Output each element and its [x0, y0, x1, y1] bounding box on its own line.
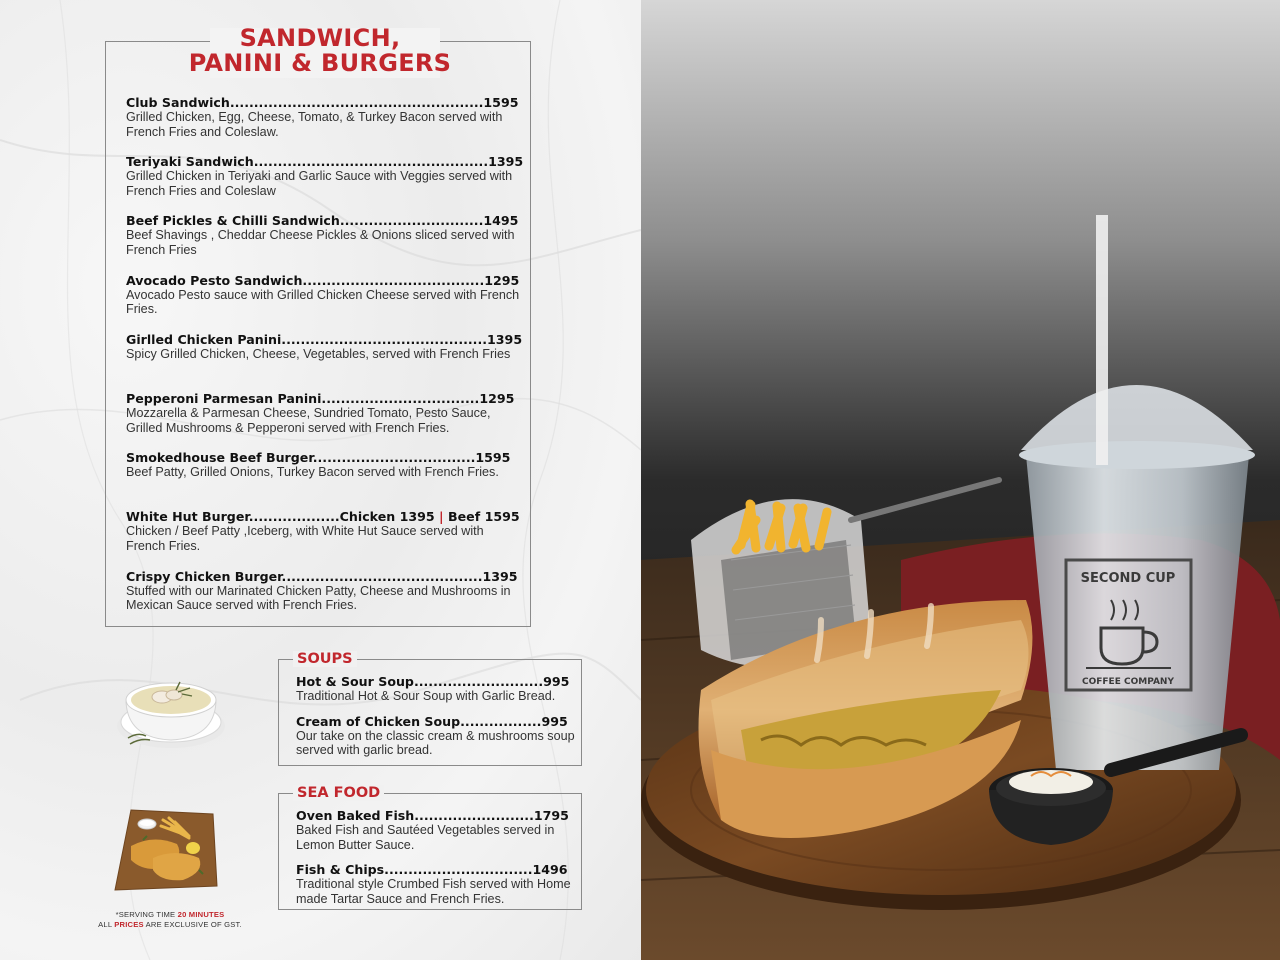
- footnote-text: *SERVING TIME: [115, 910, 178, 919]
- item-name: Cream of Chicken Soup.................995: [296, 713, 568, 729]
- footnote: [90, 910, 250, 930]
- item-name: Fish & Chips...............................1496: [296, 862, 568, 878]
- menu-item-hot-sour-soup: [296, 674, 581, 704]
- item-description: Chicken / Beef Patty ,Iceberg, with White Hut Sauce served with French Fries.: [126, 524, 484, 554]
- menu-item-grilled-chicken-panini: [126, 332, 526, 391]
- section-title: [150, 26, 490, 76]
- item-description: Traditional style Crumbed Fish served with Home made Tartar Sauce and French Fries.: [296, 877, 571, 907]
- item-name: Club Sandwich.....................................................1595: [126, 95, 519, 110]
- sandwich-item-list: [126, 95, 526, 628]
- item-name: Avocado Pesto Sandwich......................................1295: [126, 272, 520, 288]
- item-description: Stuffed with our Marinated Chicken Patty, Cheese and Mushrooms in Mexican Sauce served with French Fries.: [126, 583, 511, 613]
- white-hut-prefix: White Hut Burger...................Chicken 1395: [126, 509, 440, 525]
- item-description: Mozzarella & Parmesan Cheese, Sundried Tomato, Pesto Sauce, Grilled Mushrooms & Pepperoni served with French Fries.: [126, 405, 491, 435]
- footnote-text: ARE EXCLUSIVE OF GST.: [143, 920, 242, 929]
- cup-brand-bottom: COFFEE COMPANY: [1082, 677, 1174, 687]
- menu-item-fish-chips: [296, 862, 581, 906]
- food-photo: [641, 0, 1280, 960]
- item-description: Grilled Chicken, Egg, Cheese, Tomato, & Turkey Bacon served with French Fries and Coleslaw.: [126, 110, 503, 139]
- menu-item-cream-chicken-soup: [296, 714, 581, 758]
- price-separator: |: [439, 509, 444, 525]
- menu-item-smokedhouse-burger: [126, 450, 526, 509]
- item-description: Grilled Chicken in Teriyaki and Garlic Sauce with Veggies served with French Fries and Coleslaw: [126, 169, 513, 198]
- menu-item-white-hut-burger: [126, 509, 526, 568]
- item-description: Beef Patty, Grilled Onions, Turkey Bacon served with French Fries.: [126, 465, 499, 480]
- item-description: Avocado Pesto sauce with Grilled Chicken Cheese served with French Fries.: [126, 287, 520, 317]
- item-name: Hot & Sour Soup...........................995: [296, 674, 570, 689]
- item-name: Teriyaki Sandwich.................................................1395: [126, 154, 524, 170]
- item-name: Oven Baked Fish.........................1795: [296, 808, 569, 823]
- item-description: Our take on the classic cream & mushrooms soup served with garlic bread.: [296, 728, 575, 758]
- fish-and-chips-image: [113, 800, 221, 892]
- menu-item-beef-pickles-sandwich: [126, 213, 526, 272]
- item-description: Traditional Hot & Sour Soup with Garlic Bread.: [296, 689, 556, 703]
- footnote-text: ALL: [98, 920, 115, 929]
- item-description: Beef Shavings , Cheddar Cheese Pickles & Onions sliced served with French Fries: [126, 228, 515, 258]
- menu-item-club-sandwich: [126, 95, 526, 154]
- menu-item-oven-baked-fish: [296, 808, 581, 852]
- soups-title: SOUPS: [293, 651, 357, 667]
- seafood-item-list: [296, 808, 581, 917]
- footnote-highlight: 20 MINUTES: [177, 910, 225, 919]
- item-name: Pepperoni Parmesan Panini.................................1295: [126, 390, 515, 406]
- item-description: Baked Fish and Sautéed Vegetables served in Lemon Butter Sauce.: [296, 823, 555, 852]
- food-photo-illustration: [641, 0, 1280, 960]
- footnote-highlight: PRICES: [114, 920, 144, 929]
- item-name: Smokedhouse Beef Burger..................................1595: [126, 450, 511, 466]
- section-title-line2: PANINI & BURGERS: [188, 49, 452, 77]
- menu-item-pepperoni-panini: [126, 391, 526, 450]
- soup-bowl-image: [108, 660, 233, 755]
- menu-item-crispy-chicken-burger: [126, 569, 526, 628]
- menu-item-avocado-pesto-sandwich: [126, 273, 526, 332]
- footnote-line2: [90, 920, 250, 930]
- item-name: Girlled Chicken Panini...........................................1395: [126, 331, 523, 347]
- item-name: Beef Pickles & Chilli Sandwich..............................1495: [126, 213, 519, 229]
- footnote-line1: [90, 910, 250, 920]
- cup-brand-top: SECOND CUP: [1080, 571, 1176, 586]
- section-title-line1: SANDWICH,: [239, 24, 401, 52]
- item-name: Crispy Chicken Burger..........................................1395: [126, 568, 518, 584]
- white-hut-suffix: Beef 1595: [443, 509, 520, 525]
- item-description: Spicy Grilled Chicken, Cheese, Vegetables, served with French Fries: [126, 346, 511, 361]
- item-name: [126, 509, 526, 524]
- soups-item-list: [296, 674, 581, 768]
- menu-item-teriyaki-sandwich: [126, 154, 526, 213]
- seafood-title: SEA FOOD: [293, 785, 384, 801]
